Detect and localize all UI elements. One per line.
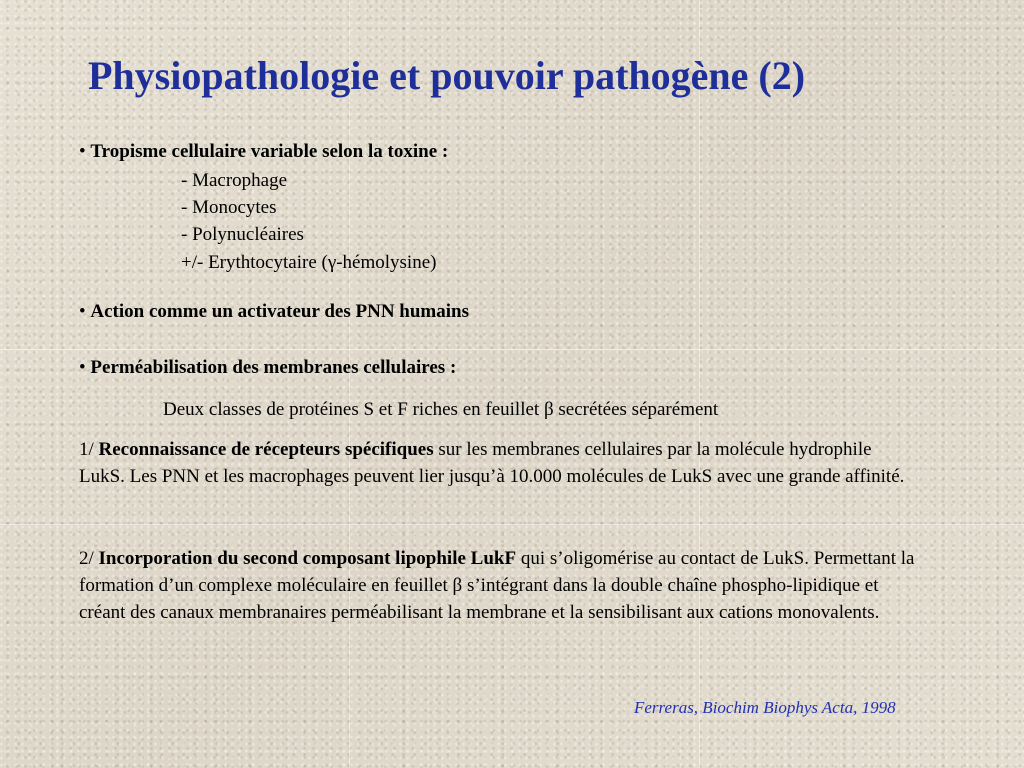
bullet-marker: • bbox=[79, 141, 86, 162]
section-heading-permeabilisation: Perméabilisation des membranes cellulaires : bbox=[90, 357, 457, 378]
point-number: 1/ bbox=[79, 439, 99, 460]
point-2-bold: Incorporation du second composant lipophile LukF bbox=[98, 548, 517, 569]
point-2-paragraph bbox=[79, 545, 919, 626]
section-heading-tropisme: Tropisme cellulaire variable selon la toxine : bbox=[90, 141, 449, 162]
background-tile-seam bbox=[0, 524, 1024, 525]
section-heading-action: Action comme un activateur des PNN humains bbox=[90, 301, 469, 322]
list-item: +/- Erythtocytaire (γ-hémolysine) bbox=[181, 252, 437, 273]
bullet-marker: • bbox=[79, 357, 86, 378]
background-tile-seam bbox=[0, 349, 1024, 350]
point-2-text: qui s’oligomérise au contact de LukS. Permettant la formation d’un complexe moléculaire en feuillet β s’intégrant dans la double chaîne phospho-lipidique et créant des canaux membranaires perméabilisant la membrane et la sensibilisant aux cations monovalents. bbox=[79, 548, 915, 623]
list-item: - Macrophage bbox=[181, 170, 288, 191]
point-number: 2/ bbox=[79, 548, 99, 569]
citation-reference: Ferreras, Biochim Biophys Acta, 1998 bbox=[634, 698, 896, 717]
list-item: - Monocytes bbox=[181, 197, 277, 218]
background-tile-seam bbox=[349, 0, 350, 768]
point-1-bold: Reconnaissance de récepteurs spécifiques bbox=[98, 439, 434, 460]
protein-classes-intro: Deux classes de protéines S et F riches en feuillet β secrétées séparément bbox=[163, 399, 719, 420]
background-tile-seam bbox=[699, 0, 700, 768]
list-item: - Polynucléaires bbox=[181, 224, 304, 245]
bullet-marker: • bbox=[79, 301, 86, 322]
slide-title: Physiopathologie et pouvoir pathogène (2) bbox=[88, 53, 806, 98]
point-1-paragraph bbox=[79, 436, 919, 490]
bullet-permeabilisation bbox=[79, 354, 456, 381]
bullet-tropisme bbox=[79, 138, 448, 165]
bullet-action bbox=[79, 298, 469, 325]
point-1-text: sur les membranes cellulaires par la molécule hydrophile LukS. Les PNN et les macrophages peuvent lier jusqu’à 10.000 molécules de LukS avec une grande affinité. bbox=[79, 439, 905, 487]
